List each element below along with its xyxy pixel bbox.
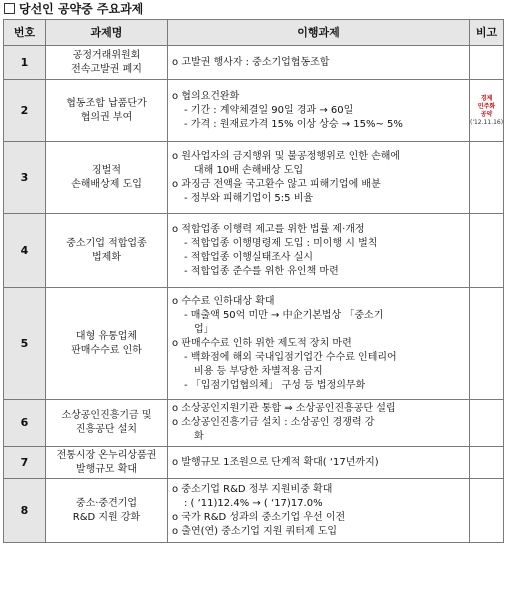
task-name-line: 법제화: [92, 251, 121, 263]
task-line: - 매출액 50억 미만 → 中企기본법상 「중소기: [184, 309, 384, 321]
task-line: - 기간 : 계약체결일 90일 경과 → 60일: [184, 104, 354, 116]
implementation-tasks-cell: [168, 46, 470, 80]
note-line: 민주화: [477, 102, 496, 110]
task-line: - 정부와 피해기업이 5:5 비율: [184, 192, 314, 204]
table-row: [4, 447, 504, 479]
task-line: o 협의요건완화: [172, 90, 240, 102]
note-line: 경제: [480, 94, 493, 102]
task-name-cell: [46, 214, 168, 288]
task-line: o 수수료 인하대상 확대: [172, 295, 275, 307]
task-name-line: 전통시장 온누리상품권: [56, 449, 157, 461]
header-tasks: 이행과제: [168, 20, 470, 46]
table-row: [4, 80, 504, 142]
row-number: 3: [4, 142, 46, 214]
task-line: - 적합업종 이행명령제 도입 : 미이행 시 벌칙: [184, 237, 378, 249]
section-title: [4, 0, 143, 18]
note-cell: [470, 214, 504, 288]
task-name-cell: [46, 288, 168, 400]
task-line: o 소상공인지원기관 통합 ⇒ 소상공인진흥공단 설립: [172, 403, 396, 414]
task-name-cell: [46, 479, 168, 543]
note-line: ('12.11.16): [470, 118, 504, 126]
row-number: 4: [4, 214, 46, 288]
task-line: - 적합업종 이행실태조사 실시: [184, 251, 314, 263]
pledge-tasks-table: [3, 19, 504, 543]
note-cell: [470, 447, 504, 479]
header-no: 번호: [4, 20, 46, 46]
implementation-tasks-cell: [168, 479, 470, 543]
task-name-line: 중소기업 적합업종: [66, 237, 147, 249]
task-line: - 「입점기업협의체」 구성 등 법정의무화: [184, 379, 366, 391]
note-cell: [470, 400, 504, 447]
table-row: [4, 214, 504, 288]
task-line: 화: [194, 431, 204, 442]
task-line: o 국가 R&D 성과의 중소기업 우선 이전: [172, 511, 346, 523]
task-line: o 적합업종 이행력 제고를 위한 법률 제·개정: [172, 223, 365, 235]
row-number: 7: [4, 447, 46, 479]
task-name-line: 협동조합 납품단가: [66, 97, 147, 109]
task-line: o 발행규모 1조원으로 단계적 확대( ‘17년까지): [172, 456, 379, 468]
task-line: o 과징금 전액을 국고환수 않고 피해기업에 배분: [172, 178, 381, 190]
task-line: o 원사업자의 금지행위 및 불공정행위로 인한 손해에: [172, 150, 401, 162]
note-cell: [470, 479, 504, 543]
task-name-line: 판매수수료 인하: [71, 344, 142, 356]
note-cell: [470, 288, 504, 400]
task-line: 대해 10배 손해배상 도입: [194, 164, 304, 176]
table-row: [4, 479, 504, 543]
task-name-line: 징벌적: [92, 164, 121, 176]
table-row: [4, 288, 504, 400]
task-line: : ( ‘11)12.4% → ( ‘17)17.0%: [184, 497, 323, 509]
task-line: - 가격 : 원재료가격 15% 이상 상승 → 15%~ 5%: [184, 118, 403, 130]
table-row: [4, 400, 504, 447]
row-number: 1: [4, 46, 46, 80]
note-cell: [470, 46, 504, 80]
task-line: o 고발권 행사자 : 중소기업협동조합: [172, 56, 330, 68]
checkbox-square-icon: [4, 3, 15, 14]
task-line: o 중소기업 R&D 정부 지원비중 확대: [172, 483, 333, 495]
task-name-cell: [46, 80, 168, 142]
header-name: 과제명: [46, 20, 168, 46]
task-name-cell: [46, 46, 168, 80]
implementation-tasks-cell: [168, 214, 470, 288]
task-name-line: 대형 유통업체: [75, 330, 138, 342]
task-name-cell: [46, 142, 168, 214]
task-line: 업」: [194, 323, 214, 335]
section-title-text: 당선인 공약중 주요과제: [19, 2, 144, 16]
row-number: 5: [4, 288, 46, 400]
task-name-cell: [46, 447, 168, 479]
task-name-line: 전속고발권 폐지: [71, 63, 142, 75]
task-name-line: 협의권 부여: [80, 111, 133, 123]
task-name-cell: [46, 400, 168, 447]
header-note: 비고: [470, 20, 504, 46]
implementation-tasks-cell: [168, 80, 470, 142]
row-number: 2: [4, 80, 46, 142]
table-header-row: [4, 20, 504, 46]
table-row: [4, 46, 504, 80]
task-name-line: 손해배상제 도입: [71, 178, 142, 190]
note-cell: [470, 142, 504, 214]
task-line: - 백화점에 해외 국내입점기업간 수수료 인테리어: [184, 351, 397, 363]
task-name-line: 공정거래위원회: [72, 49, 141, 61]
table-row: [4, 142, 504, 214]
task-line: o 판매수수료 인하 위한 제도적 장치 마련: [172, 337, 352, 349]
note-line: 공약: [480, 110, 493, 118]
row-number: 8: [4, 479, 46, 543]
task-name-line: 진흥공단 설치: [75, 424, 138, 435]
task-name-line: 소상공인진흥기금 및: [61, 410, 152, 421]
note-cell: [470, 80, 504, 142]
task-name-line: R&D 지원 강화: [72, 511, 141, 523]
implementation-tasks-cell: [168, 288, 470, 400]
task-line: o 소상공인진흥기금 설치 : 소상공인 경쟁력 강: [172, 417, 375, 428]
task-line: - 적합업종 준수를 위한 유인책 마련: [184, 265, 339, 277]
implementation-tasks-cell: [168, 400, 470, 447]
implementation-tasks-cell: [168, 447, 470, 479]
task-line: 비용 등 부당한 차별적용 금지: [194, 365, 323, 377]
task-line: o 출연(연) 중소기업 지원 쿼터제 도입: [172, 525, 338, 537]
task-name-line: 중소·중견기업: [75, 497, 138, 509]
implementation-tasks-cell: [168, 142, 470, 214]
row-number: 6: [4, 400, 46, 447]
task-name-line: 발행규모 확대: [75, 463, 138, 475]
